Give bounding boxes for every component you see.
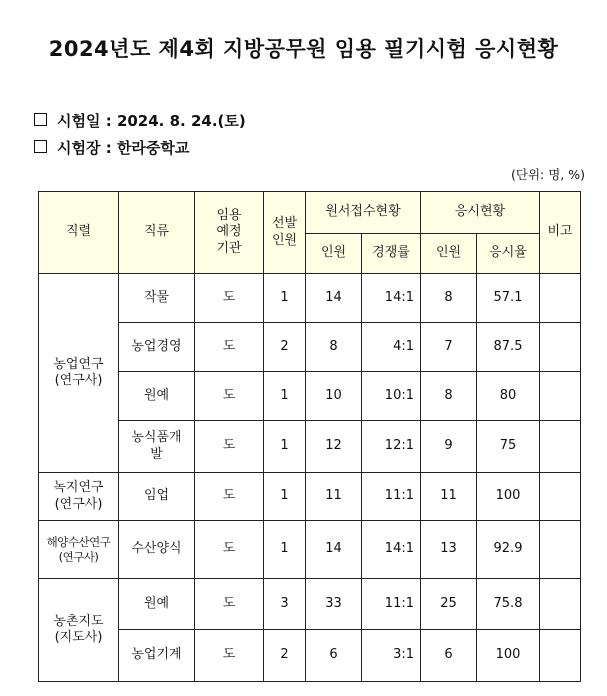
- cell-ratio: 14:1: [362, 521, 421, 579]
- cell-type: 원예: [119, 372, 195, 421]
- table-row: [39, 323, 581, 372]
- cell-note: [540, 421, 581, 473]
- table-row: [39, 372, 581, 421]
- header-selected: 선발 인원: [264, 192, 306, 274]
- cell-app: 14: [306, 274, 362, 323]
- table-row: [39, 473, 581, 521]
- exam-place-label: 시험장: [57, 139, 101, 157]
- header-att-count: 인원: [421, 234, 477, 274]
- header-app-count: 인원: [306, 234, 362, 274]
- cell-type: 원예: [119, 579, 195, 630]
- header-attendance: 응시현황: [421, 192, 540, 234]
- cell-rate: 57.1: [477, 274, 540, 323]
- cell-agency: 도: [195, 579, 264, 630]
- cell-rate: 100: [477, 473, 540, 521]
- header-applications: 원서접수현황: [306, 192, 421, 234]
- cell-selected: 1: [264, 372, 306, 421]
- exam-status-table: [38, 191, 581, 682]
- table-row: [39, 579, 581, 630]
- cell-rate: 75: [477, 421, 540, 473]
- cell-rate: 75.8: [477, 579, 540, 630]
- cell-app: 6: [306, 630, 362, 682]
- exam-place-line: 시험장 : 한라중학교: [34, 137, 189, 158]
- group-label: 농촌지도 (지도사): [39, 579, 119, 682]
- cell-type: 농업기계: [119, 630, 195, 682]
- cell-note: [540, 521, 581, 579]
- cell-att: 11: [421, 473, 477, 521]
- cell-rate: 87.5: [477, 323, 540, 372]
- cell-agency: 도: [195, 274, 264, 323]
- cell-app: 33: [306, 579, 362, 630]
- cell-att: 8: [421, 372, 477, 421]
- cell-rate: 80: [477, 372, 540, 421]
- cell-app: 8: [306, 323, 362, 372]
- cell-type: 작물: [119, 274, 195, 323]
- unit-note: (단위: 명, %): [511, 167, 585, 182]
- cell-note: [540, 372, 581, 421]
- cell-ratio: 12:1: [362, 421, 421, 473]
- header-att-rate: 응시율: [477, 234, 540, 274]
- cell-att: 8: [421, 274, 477, 323]
- cell-selected: 1: [264, 473, 306, 521]
- cell-agency: 도: [195, 323, 264, 372]
- cell-app: 11: [306, 473, 362, 521]
- header-agency: 임용 예정 기관: [195, 192, 264, 274]
- table-row: [39, 421, 581, 473]
- exam-date-label: 시험일: [57, 112, 101, 130]
- group-label: 해양수산연구 (연구사): [39, 521, 119, 579]
- cell-ratio: 10:1: [362, 372, 421, 421]
- cell-selected: 1: [264, 521, 306, 579]
- cell-agency: 도: [195, 521, 264, 579]
- cell-selected: 1: [264, 421, 306, 473]
- cell-note: [540, 630, 581, 682]
- cell-rate: 100: [477, 630, 540, 682]
- cell-agency: 도: [195, 630, 264, 682]
- cell-selected: 3: [264, 579, 306, 630]
- cell-selected: 2: [264, 630, 306, 682]
- cell-att: 13: [421, 521, 477, 579]
- cell-ratio: 4:1: [362, 323, 421, 372]
- cell-ratio: 14:1: [362, 274, 421, 323]
- table-row: [39, 630, 581, 682]
- header-note: 비고: [540, 192, 581, 274]
- cell-type: 임업: [119, 473, 195, 521]
- cell-note: [540, 323, 581, 372]
- header-app-ratio: 경쟁률: [362, 234, 421, 274]
- cell-att: 25: [421, 579, 477, 630]
- cell-app: 12: [306, 421, 362, 473]
- exam-place-value: 한라중학교: [116, 139, 190, 157]
- cell-agency: 도: [195, 473, 264, 521]
- cell-note: [540, 274, 581, 323]
- cell-type: 수산양식: [119, 521, 195, 579]
- exam-date-line: 시험일 : 2024. 8. 24.(토): [34, 110, 246, 131]
- cell-type: 농업경영: [119, 323, 195, 372]
- cell-ratio: 11:1: [362, 579, 421, 630]
- exam-date-value: 2024. 8. 24.(토): [116, 112, 246, 130]
- cell-selected: 2: [264, 323, 306, 372]
- cell-agency: 도: [195, 372, 264, 421]
- cell-att: 6: [421, 630, 477, 682]
- group-label: 농업연구 (연구사): [39, 274, 119, 473]
- table-row: [39, 274, 581, 323]
- cell-app: 10: [306, 372, 362, 421]
- cell-att: 7: [421, 323, 477, 372]
- cell-app: 14: [306, 521, 362, 579]
- cell-note: [540, 473, 581, 521]
- cell-ratio: 11:1: [362, 473, 421, 521]
- cell-note: [540, 579, 581, 630]
- table-row: [39, 521, 581, 579]
- cell-ratio: 3:1: [362, 630, 421, 682]
- checkbox-square-icon: [34, 140, 47, 153]
- cell-agency: 도: [195, 421, 264, 473]
- cell-rate: 92.9: [477, 521, 540, 579]
- checkbox-square-icon: [34, 113, 47, 126]
- cell-selected: 1: [264, 274, 306, 323]
- header-series: 직렬: [39, 192, 119, 274]
- header-type: 직류: [119, 192, 195, 274]
- cell-type: 농식품개 발: [119, 421, 195, 473]
- page-title: 2024년도 제4회 지방공무원 임용 필기시험 응시현황: [48, 37, 559, 61]
- cell-att: 9: [421, 421, 477, 473]
- group-label: 녹지연구 (연구사): [39, 473, 119, 521]
